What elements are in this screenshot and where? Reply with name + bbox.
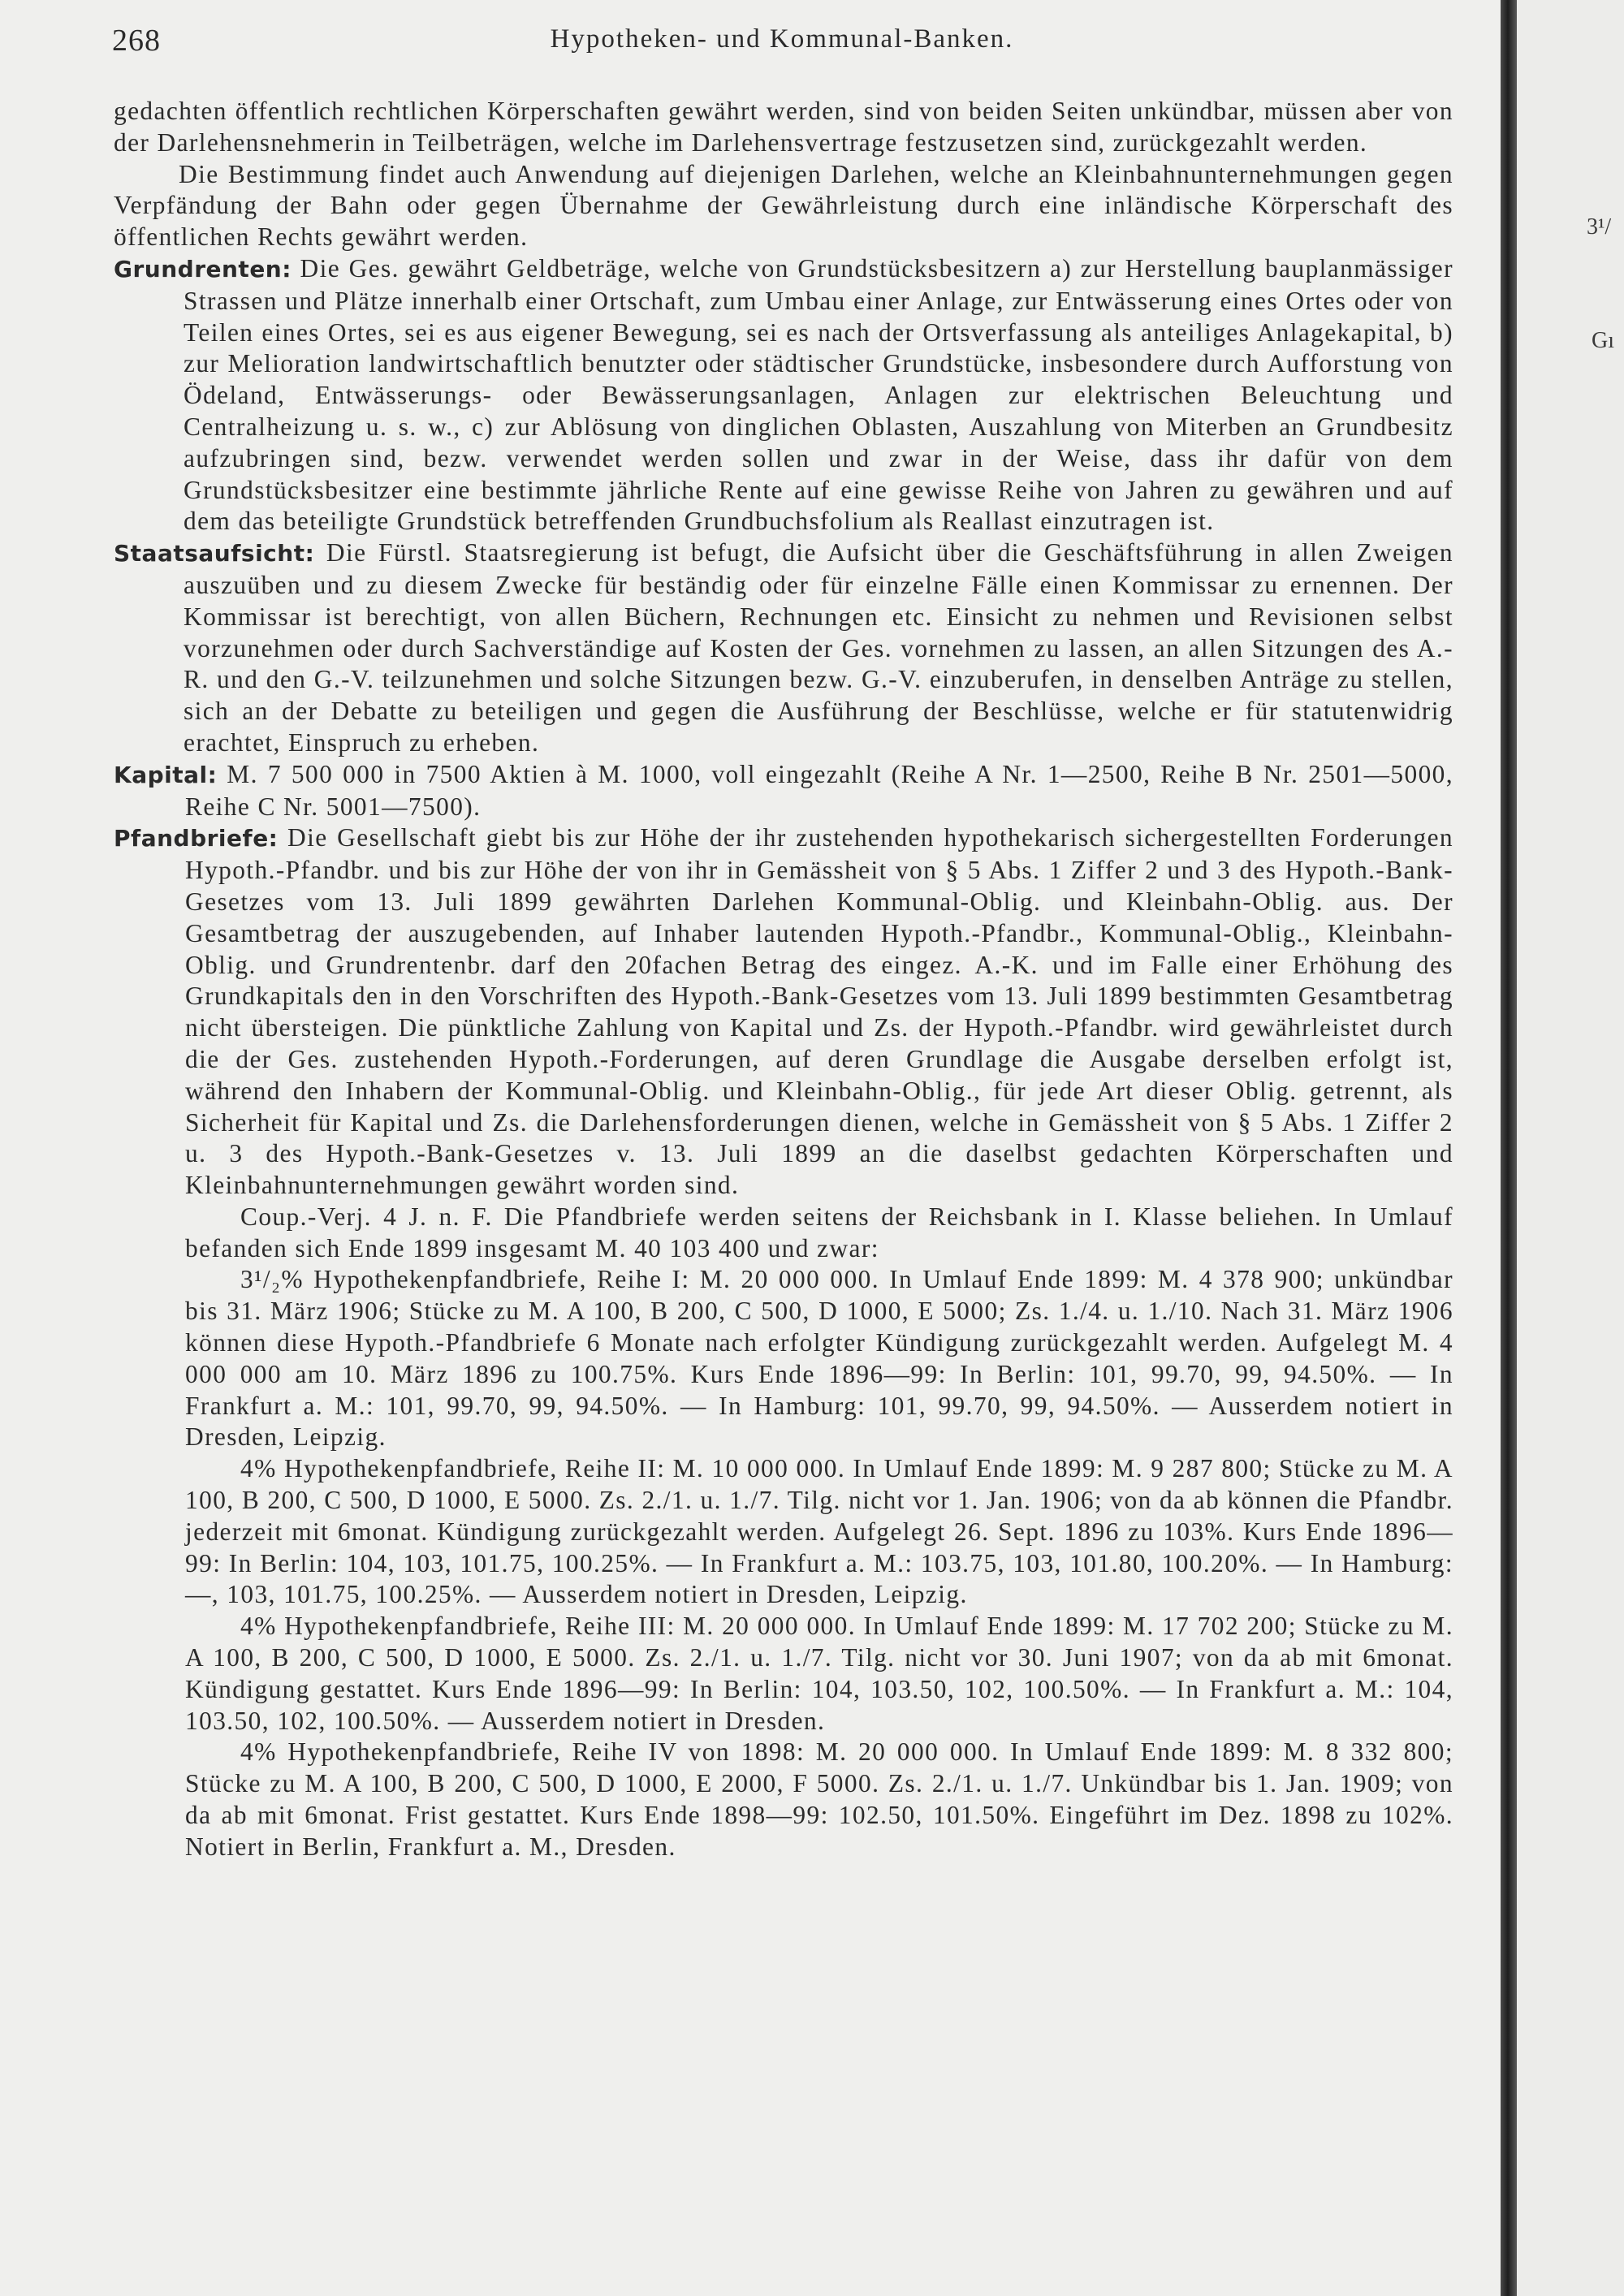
page-body — [114, 96, 1453, 1863]
staatsaufsicht-text: Die Fürstl. Staatsregierung ist befugt, die Aufsicht über die Geschäftsführung in allen Zweigen auszuüben und zu diesem Zwecke für beständig oder für einzelne Fälle einen Kommissar zu ernennen. Der Kommissar ist berechtigt, von allen Büchern, Rechnungen etc. Einsicht zu nehmen und Revisionen selbst vorzunehmen oder durch Sachverständige auf Kosten der Ges. vornehmen zu lassen, an allen Sitzungen des A.-R. und den G.-V. teilzunehmen und solche Sitzungen bezw. G.-V. einzuberufen, in denselben Anträge zu stellen, sich an der Debatte zu beteiligen und gegen die Ausführung der Beschlüsse, welche er für statutenwidrig erachtet, Einspruch zu erheben. — [184, 538, 1453, 757]
pfandbriefe-entry — [114, 822, 1453, 1202]
kapital-entry — [114, 759, 1453, 823]
staatsaufsicht-entry — [114, 537, 1453, 759]
reihe-2-paragraph: 4% Hypothekenpfandbriefe, Reihe II: M. 10 000 000. In Umlauf Ende 1899: M. 9 287 800; Stücke zu M. A 100, B 200, C 500, D 1000, E 5000. Zs. 2./1. u. 1./7. Tilg. nicht vor 1. Jan. 1906; von da ab können die Pfandbr. jederzeit mit 6monat. Kündigung zurückgezahlt werden. Aufgelegt 26. Sept. 1896 zu 103%. Kurs Ende 1896—99: In Berlin: 104, 103, 101.75, 100.25%. — In Frankfurt a. M.: 103.75, 103, 101.80, 100.20%. — In Hamburg: —, 103, 101.75, 100.25%. — Ausserdem notiert in Dresden, Leipzig. — [185, 1454, 1453, 1609]
pfandbriefe-text: Die Gesellschaft giebt bis zur Höhe der ihr zustehenden hypothekarisch sichergestellten Forderungen Hypoth.-Pfandbr. und bis zur Höhe der von ihr in Gemässheit von § 5 Abs. 1 Ziffer 2 und 3 des Hypoth.-Bank-Gesetzes vom 13. Juli 1899 gewährten Darlehen Kommunal-Oblig. und Kleinbahn-Oblig. aus. Der Gesamtbetrag der auszugebenden, auf Inhaber lautenden Hypoth.-Pfandbr., Kommunal-Oblig., Kleinbahn-Oblig. und Grundrentenbr. darf den 20fachen Betrag des eingez. A.-K. und im Falle einer Erhöhung des Grundkapitals den in den Vorschriften des Hypoth.-Bank-Gesetzes vom 13. Juli 1899 bestimmten Gesamtbetrag nicht übersteigen. Die pünktliche Zahlung von Kapital und Zs. der Hypoth.-Pfandbr. wird gewährleistet durch die der Ges. zustehenden Hypoth.-Forderungen, auf deren Grundlage die Ausgabe derselben erfolgt ist, während den Inhabern der Kommunal-Oblig. und Kleinbahn-Oblig., für jede Art dieser Oblig. getrennt, als Sicherheit für Kapital und Zs. die Darlehensforderungen dienen, welche in Gemässheit von § 5 Abs. 1 Ziffer 2 u. 3 des Hypoth.-Bank-Gesetzes v. 13. Juli 1899 an die daselbst gedachten Körperschaften und Kleinbahnunternehmungen gewährt worden sind. — [185, 823, 1453, 1200]
running-title: Hypotheken- und Kommunal-Banken. — [550, 24, 1014, 54]
page-number: 268 — [112, 24, 161, 58]
grundrenten-label: Grundrenten: — [114, 255, 292, 283]
grundrenten-entry — [114, 253, 1453, 537]
reihe-3-paragraph: 4% Hypothekenpfandbriefe, Reihe III: M. 20 000 000. In Umlauf Ende 1899: M. 17 702 200; Stücke zu M. A 100, B 200, C 500, D 1000, E 5000. Zs. 2./1. u. 1./7. Tilg. nicht vor 30. Juni 1907; von da ab mit 6monat. Kündigung gestattet. Kurs Ende 1896—99: In Berlin: 104, 103.50, 102, 100.50%. — In Frankfurt a. M.: 104, 103.50, 102, 100.50%. — Ausserdem notiert in Dresden. — [185, 1612, 1453, 1735]
kapital-label: Kapital: — [114, 761, 218, 788]
kapital-text: M. 7 500 000 in 7500 Aktien à M. 1000, voll eingezahlt (Reihe A Nr. 1—2500, Reihe B Nr. 2501—5000, Reihe C Nr. 5001—7500). — [185, 759, 1454, 821]
facing-fragment-1: 3¹/ — [1587, 214, 1612, 240]
grundrenten-text: Die Ges. gewährt Geldbeträge, welche von Grundstücksbesitzern a) zur Herstellung bauplanmässiger Strassen und Plätze innerhalb einer Ortschaft, zum Umbau einer Anlage, zur Entwässerung eines Ortes oder von Teilen eines Ortes, sei es aus eigener Bewegung, sei es nach der Ortsverfassung als anteiliges Anlagekapital, b) zur Melioration landwirtschaftlich benutzter oder städtischer Grundstücke, insbesondere durch Aufforstung von Ödeland, Entwässerungs- oder Bewässerungsanlagen, Anlagen zur elektrischen Beleuchtung und Centralheizung u. s. w., c) zur Ablösung von dinglichen Oblasten, Auszahlung von Miterben an Grundbesitz aufzubringen sind, bezw. verwendet werden sollen und zwar in der Weise, dass ihr dafür von dem Grundstücksbesitzer eine bestimmte jährliche Rente auf eine gewisse Reihe von Jahren zu gewähren und auf dem das beteiligte Grundstück betreffenden Grundbuchsfolium als Reallast einzutragen ist. — [184, 253, 1453, 536]
pfandbriefe-label: Pfandbriefe: — [114, 825, 279, 852]
reihe-1-paragraph: 3¹/₂% Hypothekenpfandbriefe, Reihe I: M. 20 000 000. In Umlauf Ende 1899: M. 4 378 900; unkündbar bis 31. März 1906; Stücke zu M. A 100, B 200, C 500, D 1000, E 5000; Zs. 1./4. u. 1./10. Nach 31. März 1906 können diese Hypoth.-Pfandbriefe 6 Monate nach erfolgter Kündigung zurückgezahlt werden. Aufgelegt M. 4 000 000 am 10. März 1896 zu 100.75%. Kurs Ende 1896—99: In Berlin: 101, 99.70, 99, 94.50%. — In Frankfurt a. M.: 101, 99.70, 99, 94.50%. — In Hamburg: 101, 99.70, 99, 94.50%. — Ausserdem notiert in Dresden, Leipzig. — [185, 1265, 1453, 1452]
kleinbahn-paragraph: Die Bestimmung findet auch Anwendung auf diejenigen Darlehen, welche an Kleinbahnunternehmungen gegen Verpfändung der Bahn oder gegen Übernahme der Gewährleistung durch eine inländische Körperschaft des öffentlichen Rechts gewährt werden. — [114, 159, 1453, 252]
running-head — [112, 23, 1452, 60]
coupon-paragraph: Coup.-Verj. 4 J. n. F. Die Pfandbriefe werden seitens der Reichsbank in I. Klasse beliehen. In Umlauf befanden sich Ende 1899 insgesamt M. 40 103 400 und zwar: — [185, 1202, 1453, 1262]
continuation-paragraph: gedachten öffentlich rechtlichen Körperschaften gewährt werden, sind von beiden Seiten unkündbar, müssen aber von der Darlehensnehmerin in Teilbeträgen, welche im Darlehensvertrage festzusetzen sind, zurückgezahlt werden. — [114, 97, 1453, 157]
facing-fragment-2: Gı — [1592, 328, 1614, 353]
reihe-4-paragraph: 4% Hypothekenpfandbriefe, Reihe IV von 1898: M. 20 000 000. In Umlauf Ende 1899: M. 8 332 800; Stücke zu M. A 100, B 200, C 500, D 1000, E 2000, F 5000. Zs. 2./1. u. 1./7. Unkündbar bis 1. Jan. 1909; von da ab mit 6monat. Frist gestattet. Kurs Ende 1898—99: 102.50, 101.50%. Eingeführt im Dez. 1898 zu 102%. Notiert in Berlin, Frankfurt a. M., Dresden. — [185, 1737, 1453, 1861]
staatsaufsicht-label: Staatsaufsicht: — [114, 540, 315, 568]
book-gutter — [1501, 0, 1517, 2296]
facing-page — [1517, 0, 1624, 2296]
